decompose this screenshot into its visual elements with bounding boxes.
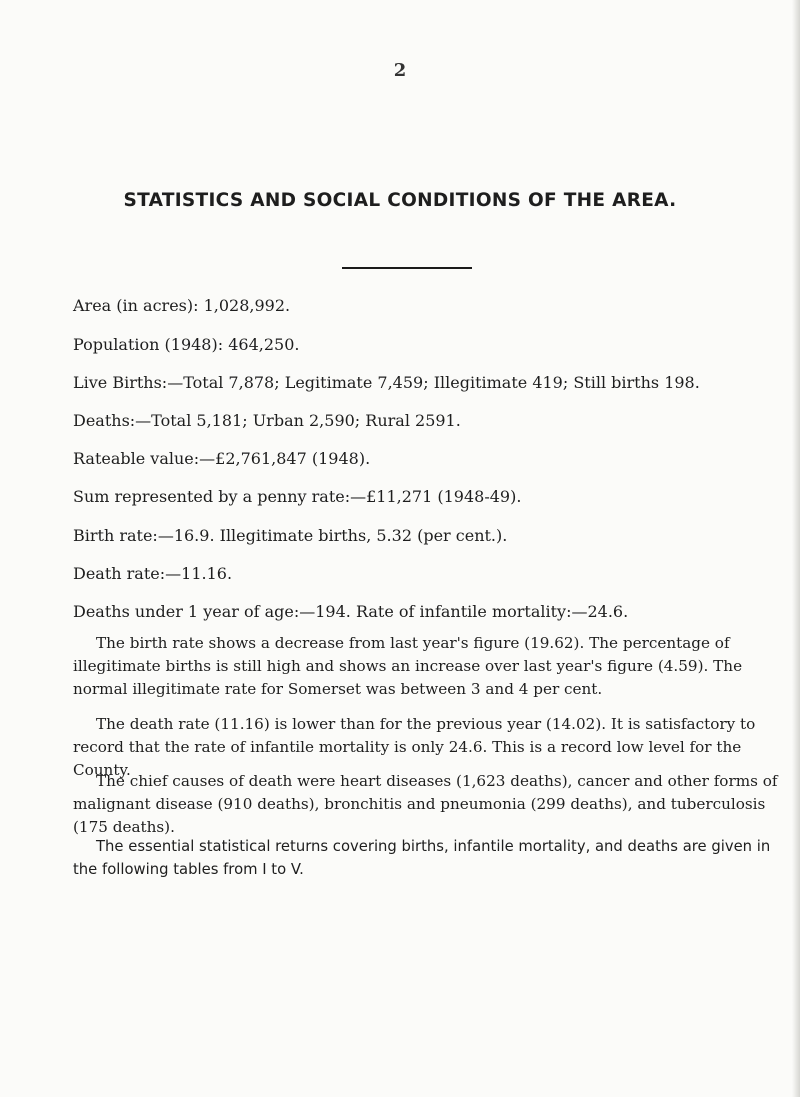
fact-infant-deaths: Deaths under 1 year of age:—194. Rate of infantile mortality:—24.6. (73, 602, 629, 621)
fact-deaths: Deaths:—Total 5,181; Urban 2,590; Rural 2591. (73, 411, 461, 430)
paragraph-statistical-returns: The essential statistical returns covering births, infantile mortality, and deaths are given in the following tables from I to V. (73, 838, 771, 878)
paragraph-birth-rate: The birth rate shows a decrease from last year's figure (19.62). The percentage of illegitimate births is still high and shows an increase over last year's figure (4.59). The normal illegitimate rate for Somerset was between 3 and 4 per cent. (73, 634, 743, 698)
page-edge-shadow (792, 0, 800, 1097)
page-number: 2 (393, 60, 407, 81)
fact-birth-rate: Birth rate:—16.9. Illegitimate births, 5.32 (per cent.). (73, 526, 508, 545)
paragraph-causes-of-death: The chief causes of death were heart diseases (1,623 deaths), cancer and other forms of malignant disease (910 deaths), bronchitis and pneumonia (299 deaths), and tuberculosis (175 deaths). (73, 772, 778, 836)
fact-penny-rate: Sum represented by a penny rate:—£11,271 (1948-49). (73, 487, 522, 506)
heading-divider (342, 267, 472, 269)
paragraph-death-rate: The death rate (11.16) is lower than for the previous year (14.02). It is satisfactory to record that the rate of infantile mortality is only 24.6. This is a record low level for the County. (73, 715, 756, 779)
fact-rateable-value: Rateable value:—£2,761,847 (1948). (73, 449, 371, 468)
fact-population: Population (1948): 464,250. (73, 335, 300, 354)
fact-area: Area (in acres): 1,028,992. (73, 296, 291, 315)
fact-death-rate: Death rate:—11.16. (73, 564, 233, 583)
section-heading: STATISTICS AND SOCIAL CONDITIONS OF THE AREA. (123, 190, 677, 211)
fact-live-births: Live Births:—Total 7,878; Legitimate 7,459; Illegitimate 419; Still births 198. (73, 373, 700, 392)
